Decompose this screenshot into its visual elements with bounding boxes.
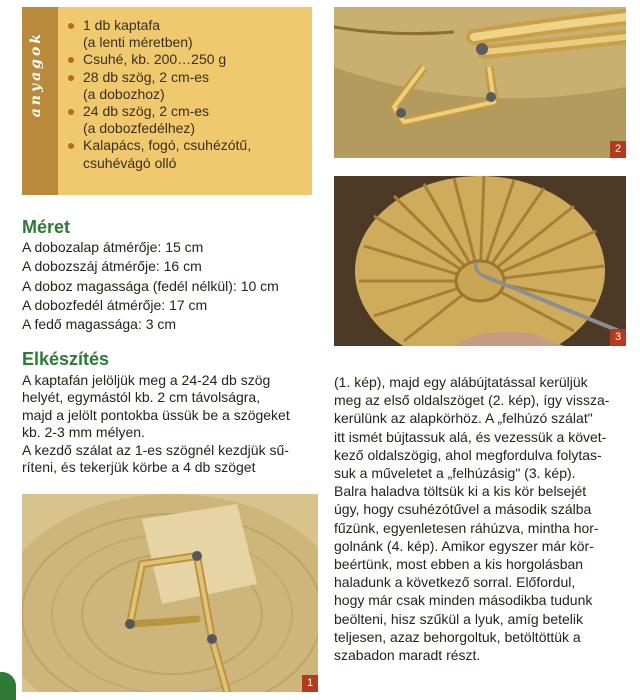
photo-number-badge: 2: [610, 141, 626, 158]
materials-item: 24 db szög, 2 cm-es (a dobozfedélhez): [68, 103, 251, 137]
text-line: helyét, egymástól kb. 2 cm távolságra,: [22, 389, 261, 406]
text-line: teljesen, azaz behorgoltuk, betöltöttük a: [334, 628, 581, 645]
materials-item: Kalapács, fogó, csuhézótű, csuhévágó olló: [68, 137, 251, 171]
materials-box: [22, 7, 312, 195]
materials-sidebar: [22, 7, 58, 195]
text-line: szabadon maradt részt.: [334, 647, 481, 664]
materials-list: [68, 17, 251, 172]
text-line: A kezdő szálat az 1-es szögnél kezdjük sű-: [22, 441, 289, 458]
size-list: [22, 238, 279, 334]
text-line: Balra haladva töltsük ki a kis kör belsejét: [334, 483, 587, 500]
bullet-icon: [68, 143, 74, 149]
text-line: suk a műveletet a „felhúzásig" (3. kép).: [334, 465, 576, 482]
text-line: kező oldalszögig, ahol megfordulva folytas-: [334, 446, 602, 463]
photo-number-badge: 3: [610, 329, 626, 346]
text-line: kb. 2-3 mm mélyen.: [22, 424, 145, 441]
size-line: A fedő magassága: 3 cm: [22, 316, 177, 333]
text-line: meg az első oldalszöget (2. kép), így vissza-: [334, 392, 610, 409]
text-line: ríteni, és tekerjük körbe a 4 db szöget: [22, 459, 256, 476]
text-line: (1. kép), majd egy alábújtatással kerüljük: [334, 374, 588, 390]
bullet-icon: [68, 109, 74, 115]
bullet-icon: [68, 57, 74, 63]
size-line: A doboz magassága (fedél nélkül): 10 cm: [22, 277, 279, 294]
materials-item: Csuhé, kb. 200…250 g: [68, 51, 251, 68]
photo-number-badge: 1: [302, 675, 318, 692]
prep-paragraph-2: [334, 373, 624, 664]
text-line: fűzünk, egyenletesen ráhúzva, mintha hor-: [334, 519, 599, 536]
size-heading: Méret: [22, 217, 71, 237]
prep-heading: Elkészítés: [22, 349, 110, 369]
text-line: beölteni, hisz szűkül a lyuk, amíg betelik: [334, 610, 584, 627]
text-line: A kaptafán jelöljük meg a 24-24 db szög: [22, 372, 271, 388]
photo-1-illustration: [22, 494, 318, 692]
materials-label: anyagok: [28, 31, 44, 118]
text-line: itt ismét bújtassuk alá, és vezessük a követ-: [334, 428, 607, 445]
text-line: hogy már csak minden másodikba tudunk: [334, 592, 593, 609]
page-corner-decoration: [0, 672, 16, 700]
materials-item: 28 db szög, 2 cm-es (a dobozhoz): [68, 69, 251, 103]
materials-item: 1 db kaptafa (a lenti méretben): [68, 17, 251, 51]
prep-paragraph-1: [22, 372, 322, 476]
photo-2: [334, 7, 626, 158]
text-line: majd a jelölt pontokba üssük be a szögeket: [22, 406, 290, 423]
photo-1: [22, 494, 318, 692]
bullet-icon: [68, 75, 74, 81]
size-line: A dobozalap átmérője: 15 cm: [22, 239, 204, 255]
size-line: A dobozfedél átmérője: 17 cm: [22, 296, 208, 313]
photo-3-illustration: [334, 176, 626, 346]
size-line: A dobozszáj átmérője: 16 cm: [22, 258, 202, 275]
text-line: kerülünk az alapkörhöz. A „felhúzó szálat": [334, 410, 593, 427]
bullet-icon: [68, 23, 74, 29]
text-line: beértünk, most ebben a kis horgolásban: [334, 556, 584, 573]
text-line: haladunk a következő sorral. Előfordul,: [334, 574, 576, 591]
photo-2-illustration: [334, 7, 626, 158]
text-line: golnánk (4. kép). Amikor egyszer már kör-: [334, 537, 594, 554]
text-line: úgy, hogy csuhézótűvel a második szálba: [334, 501, 592, 518]
photo-3: [334, 176, 626, 346]
